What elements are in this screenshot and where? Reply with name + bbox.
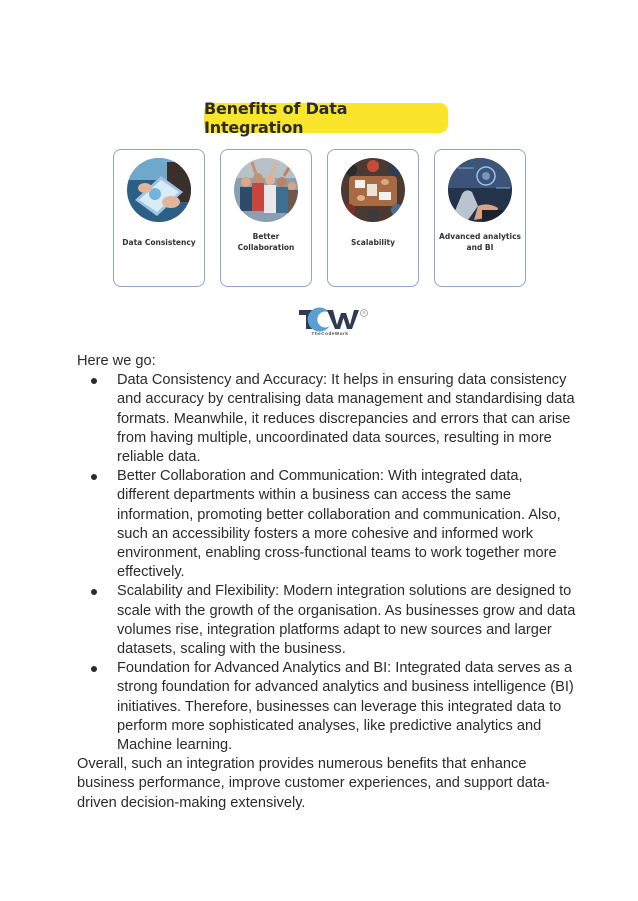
list-item-text: Data Consistency and Accuracy: It helps in ensuring data consistency and accuracy by centralising data management and standardising data formats. Meanwhile, it reduces discrepancies and errors that can arise from having multiple, uncoordinated data sources, resulting in more reliable data. [117, 372, 575, 466]
list-item-text: Foundation for Advanced Analytics and BI: Integrated data serves as a strong foundation for advanced analytics and business intelligence (BI) initiatives. Therefore, businesses can leverage this integrated data to perform more sophisticated analyses, like predictive analytics and Machine learning. [117, 660, 574, 754]
meeting-table-photo [341, 158, 405, 222]
list-item-text: Scalability and Flexibility: Modern integration solutions are designed to scale with the growth of the organisation. As businesses grow and data volumes rise, integration platforms adapt to new sources and larger datasets, scaling with the business. [117, 583, 576, 658]
team-celebrating-photo [234, 158, 298, 222]
card-advanced-analytics [434, 149, 526, 287]
list-item-text: Better Collaboration and Communication: With integrated data, different departments within a business can access the same information, promoting better collaboration and communication. Also, such an accessibility fosters a more cohesive and informed work environment, enabling cross-functional teams to work together more effectively. [117, 468, 561, 581]
card-label: Better Collaboration [237, 232, 295, 252]
card-data-consistency [113, 149, 205, 287]
logo-tagline: TheCodeWork [311, 331, 349, 336]
list-item [77, 659, 577, 755]
card-label: Data Consistency [122, 237, 196, 247]
benefits-list [77, 371, 577, 755]
bullet-icon [91, 474, 97, 480]
bullet-icon [91, 589, 97, 595]
bullet-icon [91, 378, 97, 384]
card-better-collaboration [220, 149, 312, 287]
intro-text: Here we go: [77, 353, 156, 369]
thecodework-logo [297, 307, 369, 339]
card-label: Advanced analytics and BI [439, 232, 521, 252]
card-label: Scalability [350, 237, 396, 247]
infographic-title: Benefits of Data Integration [204, 103, 448, 133]
registered-mark: ® [362, 310, 366, 316]
list-item [77, 582, 577, 659]
card-scalability [327, 149, 419, 287]
bullet-icon [91, 666, 97, 672]
robot-hand-photo [448, 158, 512, 222]
list-item [77, 371, 577, 467]
list-item [77, 467, 577, 582]
conclusion-text: Overall, such an integration provides numerous benefits that enhance business performance, improve customer experiences, and support data-driven decision-making extensively. [77, 756, 550, 811]
laptop-hands-photo [127, 158, 191, 222]
benefits-infographic [100, 98, 540, 356]
article-body [77, 352, 577, 813]
